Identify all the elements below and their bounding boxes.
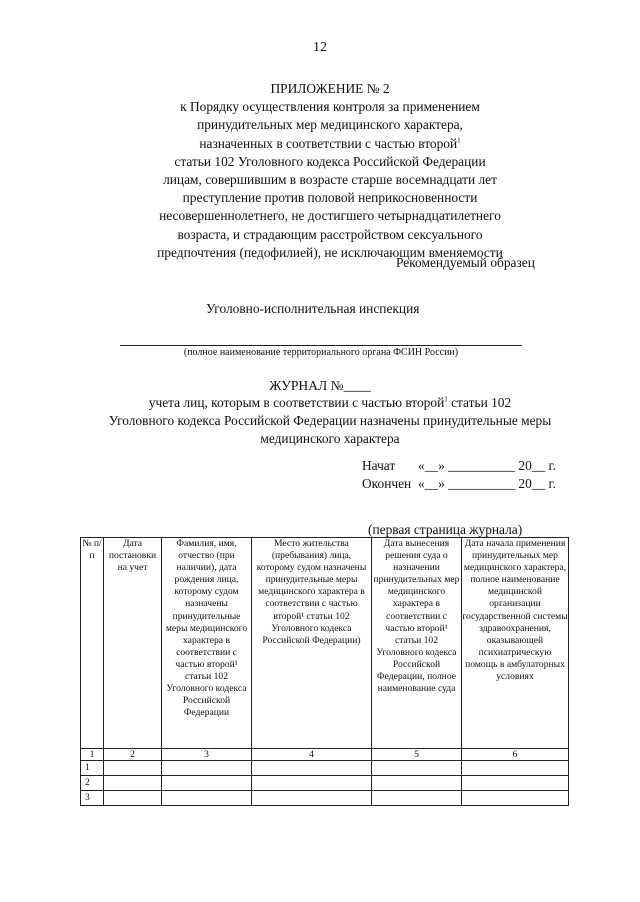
row-number: 1 xyxy=(81,761,104,776)
journal-subtitle-text: статьи 102 xyxy=(447,395,512,410)
appendix-line: предпочтения (педофилией), не исключающим вменяемости xyxy=(157,244,503,260)
appendix-line xyxy=(120,135,540,153)
journal-subtitle-line: медицинского характера xyxy=(260,431,400,446)
org-name-caption: (полное наименование территориального органа ФСИН России) xyxy=(183,347,459,358)
footnote-mark: 1 xyxy=(444,395,448,404)
appendix-line: несовершеннолетнего, не достигшего четырнадцатилетнего xyxy=(159,208,501,224)
column-number: 5 xyxy=(372,749,462,761)
appendix-line: статьи 102 Уголовного кодекса Российской Федерации xyxy=(174,153,486,169)
sample-label: Рекомендуемый образец xyxy=(396,255,535,270)
column-number: 1 xyxy=(81,749,104,761)
table-cell xyxy=(162,761,252,776)
table-cell xyxy=(104,776,162,791)
column-header: Фамилия, имя, отчество (при наличии), дата рождения лица, которому судом назначены принудительные меры медицинского характера в соответствии с частью второй¹ статьи 102 Уголовного кодекса Российской Федерации xyxy=(162,538,252,749)
ended-label: Окончен xyxy=(362,476,412,491)
footnote-mark: 1 xyxy=(457,136,461,145)
org-name-line xyxy=(120,345,522,346)
appendix-block xyxy=(120,80,540,262)
journal-subtitle-line xyxy=(80,394,580,412)
column-header: Дата начала применения принудительных мер медицинского характера, полное наименование медицинской организации государственной системы здравоохранения, оказывающей психиатрическую помощь в амбулаторных условиях xyxy=(462,538,569,749)
table-cell xyxy=(104,791,162,806)
appendix-line: возраста, и страдающим расстройством сексуального xyxy=(177,226,483,242)
appendix-line: лицам, совершившим в возрасте старше восемнадцати лет xyxy=(163,172,497,188)
column-number: 2 xyxy=(104,749,162,761)
column-header: Дата постановки на учет xyxy=(104,538,162,749)
column-header: № п/п xyxy=(81,538,104,749)
journal-table xyxy=(80,537,569,806)
table-row xyxy=(81,791,569,806)
appendix-line-text: назначенных в соответствии с частью второй xyxy=(199,135,458,151)
column-number: 6 xyxy=(462,749,569,761)
journal-subtitle-line: Уголовного кодекса Российской Федерации назначены принудительные меры xyxy=(108,413,552,428)
table-cell xyxy=(104,761,162,776)
column-header: Место жительства (пребывания) лица, которому судом назначены принудительные меры медицинского характера в соответствии с частью второй¹ статьи 102 Уголовного кодекса Российской Федерации) xyxy=(252,538,372,749)
column-number-row xyxy=(81,749,569,761)
table-row xyxy=(81,761,569,776)
appendix-line: преступление против половой неприкосновенности xyxy=(182,190,478,206)
table-row xyxy=(81,776,569,791)
inspection-label: Уголовно-исполнительная инспекция xyxy=(206,301,420,316)
column-header: Дата вынесения решения суда о назначении принудительных мер медицинского характера в соответствии с частью второй¹ статьи 102 Уголовного кодекса Российской Федерации, полное наименование суда xyxy=(372,538,462,749)
row-number: 2 xyxy=(81,776,104,791)
ended-value: «__» __________ 20__ г. xyxy=(418,476,556,491)
table-cell xyxy=(252,776,372,791)
table-cell xyxy=(462,791,569,806)
appendix-line: принудительных мер медицинского характера, xyxy=(197,117,463,133)
table-cell xyxy=(162,791,252,806)
started-value: «__» __________ 20__ г. xyxy=(418,458,556,473)
table-cell xyxy=(462,776,569,791)
first-page-label: (первая страница журнала) xyxy=(368,522,523,537)
table-cell xyxy=(372,761,462,776)
column-number: 4 xyxy=(252,749,372,761)
page-number: 12 xyxy=(313,40,327,55)
journal-subtitle xyxy=(80,394,580,448)
table-header-row xyxy=(81,538,569,749)
table-cell xyxy=(162,776,252,791)
row-number: 3 xyxy=(81,791,104,806)
table-cell xyxy=(372,776,462,791)
appendix-title: ПРИЛОЖЕНИЕ № 2 xyxy=(270,81,390,96)
table-cell xyxy=(252,791,372,806)
table-cell xyxy=(372,791,462,806)
started-label: Начат xyxy=(362,458,396,473)
table-cell xyxy=(462,761,569,776)
journal-subtitle-text: учета лиц, которым в соответствии с частью второй xyxy=(148,395,445,410)
journal-title: ЖУРНАЛ №____ xyxy=(269,378,371,393)
table-cell xyxy=(252,761,372,776)
appendix-line: к Порядку осуществления контроля за применением xyxy=(180,99,480,115)
column-number: 3 xyxy=(162,749,252,761)
